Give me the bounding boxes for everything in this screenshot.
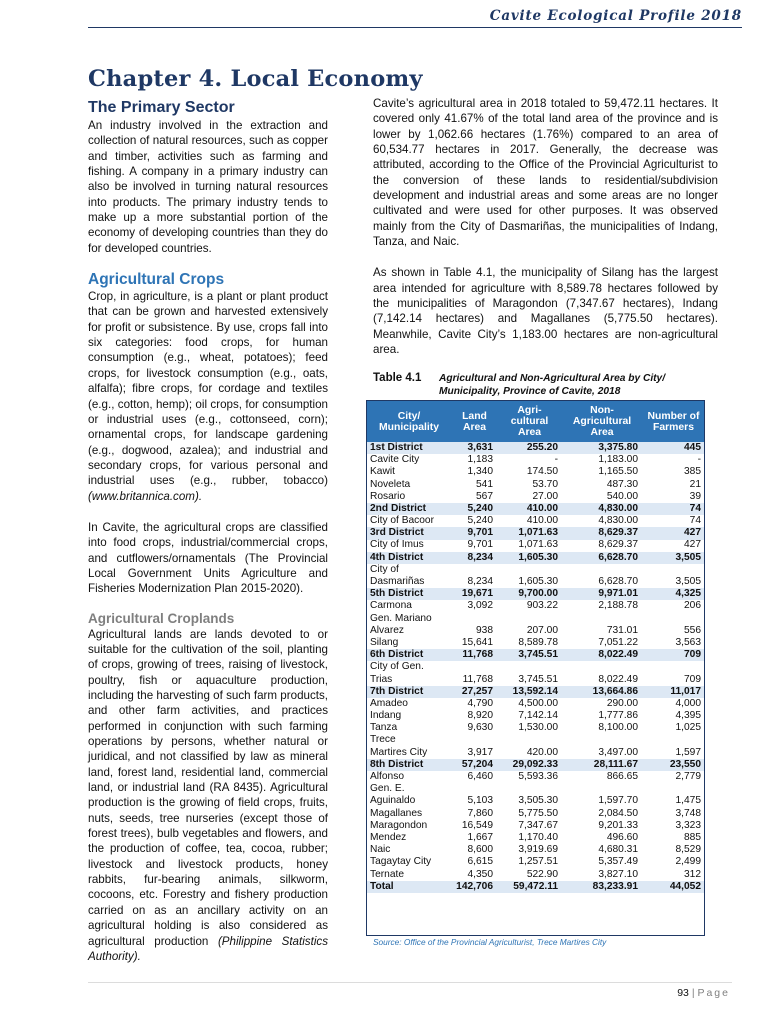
cell-nonagri-area: 8,022.49 (562, 649, 642, 661)
cell-agri-area: 1,071.63 (518, 539, 558, 551)
cell-municipality: 8th District (366, 759, 452, 771)
heading-agricultural-crops: Agricultural Crops (88, 271, 225, 289)
cell-nonagri-area: 6,628.70 (598, 576, 638, 588)
cell-farmers: 2,779 (675, 771, 701, 783)
col-header-nonagri-area: Non-Agricultural Area (562, 401, 642, 442)
cell-municipality: Gen. E. (370, 783, 405, 795)
cell-land-area: 9,701 (452, 527, 497, 539)
cell-agri-area: 1,605.30 (497, 552, 562, 564)
cell-municipality: City of Gen. (370, 661, 424, 673)
cell-empty (642, 613, 705, 625)
cell-municipality: 6th District (366, 649, 452, 661)
cell-nonagri-area: 1,165.50 (598, 466, 638, 478)
table-source: Source: Office of the Provincial Agriculturist, Trece Martires City (373, 937, 607, 947)
cell-agri-area: 5,593.36 (518, 771, 558, 783)
table-row (366, 637, 705, 649)
cell-land-area: 1,667 (467, 831, 493, 843)
cell-farmers: 427 (642, 527, 705, 539)
cell-land-area: 16,549 (461, 819, 493, 831)
table-row (366, 479, 705, 491)
table-row (366, 625, 705, 637)
table-row (366, 613, 705, 625)
cell-agri-area: 9,700.00 (497, 588, 562, 600)
cell-nonagri-area: 9,971.01 (562, 588, 642, 600)
cell-municipality: Ternate (370, 868, 404, 880)
cell-empty (452, 735, 497, 747)
cell-farmers: 44,052 (642, 881, 705, 893)
cell-farmers: 206 (684, 600, 701, 612)
col-header-land-area: Land Area (452, 401, 497, 442)
cell-nonagri-area: 731.01 (606, 624, 638, 636)
table-row (366, 722, 705, 734)
table-row (366, 454, 705, 466)
table-row (366, 674, 705, 686)
cell-nonagri-area: 540.00 (606, 490, 638, 502)
district-row (366, 552, 705, 564)
cell-farmers: 445 (642, 442, 705, 454)
cell-agri-area: 5,775.50 (518, 807, 558, 819)
cell-farmers: 11,017 (642, 686, 705, 698)
cell-nonagri-area: 3,827.10 (598, 868, 638, 880)
cell-agri-area: 7,347.67 (518, 819, 558, 831)
district-row (366, 759, 705, 771)
cell-land-area: 3,092 (467, 600, 493, 612)
cell-land-area: 15,641 (461, 636, 493, 648)
district-row (366, 442, 705, 454)
cell-agri-area: 3,919.69 (518, 844, 558, 856)
cell-land-area: 8,234 (467, 576, 493, 588)
cell-agri-area: 420.00 (526, 746, 558, 758)
cell-municipality: Magallanes (370, 807, 423, 819)
table-row (366, 820, 705, 832)
table-row (366, 600, 705, 612)
cell-agri-area: - (554, 454, 558, 466)
cell-agri-area: 1,071.63 (497, 527, 562, 539)
cell-farmers: 39 (689, 490, 701, 502)
table-row (366, 832, 705, 844)
cell-land-area: 5,103 (467, 795, 493, 807)
cell-agri-area: 207.00 (526, 624, 558, 636)
cell-municipality: City of (370, 563, 399, 575)
cell-land-area: 8,920 (467, 710, 493, 722)
col-header-agri-area: Agri-cultural Area (497, 401, 562, 442)
cell-nonagri-area: 8,022.49 (598, 673, 638, 685)
cell-agri-area: 59,472.11 (497, 881, 562, 893)
cell-farmers: 23,550 (642, 759, 705, 771)
table-row (366, 698, 705, 710)
table-row (366, 735, 705, 747)
paragraph-cavite-crops: In Cavite, the agricultural crops are classified into food crops, industrial/commercial crops, and cutflowers/ornamentals (The Provincial Local Government Units Agriculture and Fisheries Modernization Plan 2015-2020). (88, 520, 328, 596)
cell-farmers: 3,748 (675, 807, 701, 819)
district-row (366, 527, 705, 539)
cell-empty (562, 783, 642, 795)
table-row (366, 844, 705, 856)
cell-municipality: City of Imus (370, 539, 424, 551)
cell-municipality: 5th District (366, 588, 452, 600)
cell-agri-area: 3,505.30 (518, 795, 558, 807)
cell-nonagri-area: 4,830.00 (562, 503, 642, 515)
cell-empty (497, 735, 562, 747)
cell-farmers: 3,563 (675, 636, 701, 648)
cell-land-area: 11,768 (462, 673, 493, 685)
cell-agri-area: 7,142.14 (518, 710, 558, 722)
cell-land-area: 8,234 (452, 552, 497, 564)
page-separator: | (691, 987, 695, 999)
cell-land-area: 7,860 (467, 807, 493, 819)
cell-agri-area: 13,592.14 (497, 686, 562, 698)
cell-municipality: City of Bacoor (370, 515, 434, 527)
cell-land-area: 938 (476, 624, 493, 636)
cell-municipality: Aguinaldo (370, 795, 416, 807)
running-header: Cavite Ecological Profile 2018 (489, 8, 742, 24)
cell-nonagri-area: 3,497.00 (598, 746, 638, 758)
heading-agricultural-croplands: Agricultural Croplands (88, 610, 235, 626)
cell-land-area: 8,600 (467, 844, 493, 856)
cell-empty (642, 783, 705, 795)
cell-nonagri-area: 2,084.50 (598, 807, 638, 819)
cell-nonagri-area: 83,233.91 (562, 881, 642, 893)
cell-municipality: Naic (370, 844, 391, 856)
table-row (366, 515, 705, 527)
paragraph-primary-sector: An industry involved in the extraction and collection of natural resources, such as copper and timber, activities such as farming and fishing. A company in a primary industry can also be involved in turning natural resources into products. The primary industry tends to make up a more substantial portion of the economy of developing countries than they do for developed countries. (88, 119, 328, 255)
paragraph-agricultural-crops: Crop, in agriculture, is a plant or plant product that can be grown and harvested extensively for profit or subsistence. By use, crops fall into six categories: food crops, for human consumption (e.g., wheat, potatoes); feed crops, for livestock consumption (e.g., oats, alfalfa); fibre crops, for cordage and textiles (e.g., cotton, hemp); oil crops, for consumption or industrial uses (e.g., cottonseed, corn); ornamental crops, for landscape gardening (e.g., dogwood, azalea); and industrial and secondary crops, for various personal and industrial uses (e.g., rubber, tobacco) (www.britannica.com). (88, 290, 328, 503)
table-row (366, 771, 705, 783)
cell-nonagri-area: 5,357.49 (598, 856, 638, 868)
cell-farmers: 4,325 (642, 588, 705, 600)
table-row (366, 747, 705, 759)
cell-nonagri-area: 28,111.67 (562, 759, 642, 771)
chapter-title: Chapter 4. Local Economy (88, 66, 423, 92)
cell-agri-area: 27.00 (532, 490, 558, 502)
cell-land-area: 6,615 (467, 856, 493, 868)
cell-nonagri-area: 8,100.00 (598, 722, 638, 734)
cell-empty (562, 661, 642, 673)
cell-agri-area: 255.20 (497, 442, 562, 454)
cell-empty (642, 564, 705, 576)
cell-land-area: 11,768 (452, 649, 497, 661)
page-footer (677, 987, 730, 999)
cell-land-area: 57,204 (452, 759, 497, 771)
cell-farmers: 3,323 (675, 819, 701, 831)
cell-land-area: 19,671 (452, 588, 497, 600)
cell-agri-area: 410.00 (526, 515, 558, 527)
cell-municipality: Rosario (370, 490, 406, 502)
cell-farmers: 556 (684, 624, 701, 636)
cell-farmers: 427 (684, 539, 701, 551)
cell-municipality: Mendez (370, 831, 407, 843)
cell-municipality: Dasmariñas (370, 576, 425, 588)
cell-land-area: 1,340 (467, 466, 493, 478)
cell-empty (562, 735, 642, 747)
cell-agri-area: 1,257.51 (518, 856, 558, 868)
table-row (366, 564, 705, 576)
table-row (366, 795, 705, 807)
cell-nonagri-area: 1,777.86 (598, 710, 638, 722)
cell-farmers: 2,499 (675, 856, 701, 868)
cell-municipality: Cavite City (370, 454, 420, 466)
cell-land-area: 4,350 (467, 868, 493, 880)
footer-rule (88, 982, 732, 983)
cell-municipality: Tagaytay City (370, 856, 432, 868)
cell-municipality: 7th District (366, 686, 452, 698)
cell-agri-area: 410.00 (497, 503, 562, 515)
table-row (366, 491, 705, 503)
cell-municipality: Carmona (370, 600, 412, 612)
table-row (366, 869, 705, 881)
paragraph-silang: As shown in Table 4.1, the municipality of Silang has the largest area intended for agriculture with 8,589.78 hectares followed by the municipalities of Maragondon (7,347.67 hectares), Indang (7,142.14 hectares) and Magallanes (5,775.50 hectares). Meanwhile, Cavite City’s 1,183.00 hectares are non-agricultural area. (373, 266, 718, 357)
left-column (88, 98, 328, 964)
cell-farmers: 21 (689, 478, 701, 490)
cell-land-area: 3,917 (467, 746, 493, 758)
cell-land-area: 4,790 (467, 697, 493, 709)
cell-agri-area: 3,745.51 (518, 673, 558, 685)
cell-farmers: 8,529 (675, 844, 701, 856)
col-header-farmers: Number of Farmers (642, 401, 705, 442)
cell-nonagri-area: 6,628.70 (562, 552, 642, 564)
cell-farmers: 74 (642, 503, 705, 515)
col-header-municipality: City/ Municipality (366, 401, 452, 442)
cell-municipality: 1st District (366, 442, 452, 454)
cell-municipality: Maragondon (370, 819, 428, 831)
cell-farmers: 1,597 (675, 746, 701, 758)
cell-nonagri-area: 9,201.33 (598, 819, 638, 831)
cell-farmers: 3,505 (675, 576, 701, 588)
table-row (366, 710, 705, 722)
cell-nonagri-area: 3,375.80 (562, 442, 642, 454)
cell-empty (562, 613, 642, 625)
cell-empty (452, 783, 497, 795)
table-row (366, 783, 705, 795)
cell-land-area: 9,701 (467, 539, 493, 551)
cell-land-area: 3,631 (452, 442, 497, 454)
table-row (366, 540, 705, 552)
paragraph-agricultural-croplands: Agricultural lands are lands devoted to or suitable for the cultivation of the soil, planting of crops, growing of trees, raising of livestock, poultry, fish or aquaculture production, including the harvesting of such farm products, and other farm activities, and practices performed in conjunction with such farming operations by persons, whether natural or juridical, and not classified by law as mineral land, forest land, residential land, commercial land, or industrial land (RA 8435). Agricultural production is the growing of field crops, fruits, nuts, seeds, tree nurseries (except those of forest trees), bulb vegetables and flowers, and the production of coffee, tea, cocoa, rubber; livestock and livestock products, honey rabbits, fur-bearing animals, silkworm, cocoons, etc. Forestry and fishery production carried on as an ancillary activity on an agricultural holding is also considered as agricultural production (Philippine Statistics Authority). (88, 627, 328, 963)
cell-municipality: Amadeo (370, 697, 408, 709)
cell-empty (497, 661, 562, 673)
cell-nonagri-area: 866.65 (606, 771, 638, 783)
table-row (366, 576, 705, 588)
header-rule (88, 27, 742, 28)
page-number: 93 (677, 987, 689, 999)
table-number: Table 4.1 (373, 372, 422, 384)
cell-farmers: 4,395 (675, 710, 701, 722)
cell-farmers: 4,000 (675, 697, 701, 709)
heading-primary-sector: The Primary Sector (88, 99, 235, 116)
cell-land-area: 142,706 (452, 881, 497, 893)
cell-nonagri-area: 496.60 (606, 831, 638, 843)
cell-nonagri-area: 7,051.22 (598, 636, 638, 648)
cell-empty (562, 564, 642, 576)
cell-agri-area: 522.90 (526, 868, 558, 880)
cell-nonagri-area: 4,830.00 (598, 515, 638, 527)
table-header-row (366, 401, 705, 442)
cell-municipality: Gen. Mariano (370, 612, 432, 624)
right-column (373, 96, 718, 358)
cell-empty (497, 613, 562, 625)
cell-municipality: Alvarez (370, 624, 404, 636)
cell-nonagri-area: 1,597.70 (598, 795, 638, 807)
cell-land-area: 5,240 (452, 503, 497, 515)
cell-farmers: - (697, 454, 701, 466)
cell-municipality: Kawit (370, 466, 395, 478)
cell-municipality: Trece (370, 734, 396, 746)
cell-land-area: 541 (476, 478, 493, 490)
table-row (366, 856, 705, 868)
cell-nonagri-area: 13,664.86 (562, 686, 642, 698)
citation-psa: (Philippine Statistics Authority). (88, 934, 328, 963)
district-row (366, 503, 705, 515)
table-description: Agricultural and Non-Agricultural Area by City/ Municipality, Province of Cavite, 2018 (439, 373, 666, 397)
cell-agri-area: 4,500.00 (518, 697, 558, 709)
cell-nonagri-area: 1,183.00 (598, 454, 638, 466)
cell-farmers: 3,505 (642, 552, 705, 564)
cell-nonagri-area: 290.00 (606, 697, 638, 709)
cell-farmers: 709 (642, 649, 705, 661)
cell-farmers: 885 (684, 831, 701, 843)
cell-empty (497, 564, 562, 576)
cell-agri-area: 1,605.30 (518, 576, 558, 588)
cell-agri-area: 8,589.78 (518, 636, 558, 648)
table-body (366, 442, 705, 893)
cell-nonagri-area: 8,629.37 (598, 539, 638, 551)
agri-area-table (366, 401, 705, 893)
cell-empty (452, 613, 497, 625)
table-row (366, 661, 705, 673)
cell-nonagri-area: 2,188.78 (598, 600, 638, 612)
cell-farmers: 1,025 (675, 722, 701, 734)
cell-agri-area: 1,530.00 (518, 722, 558, 734)
cell-agri-area: 174.50 (526, 466, 558, 478)
cell-nonagri-area: 487.30 (606, 478, 638, 490)
cell-farmers: 312 (684, 868, 701, 880)
cell-empty (642, 735, 705, 747)
cell-land-area: 6,460 (467, 771, 493, 783)
cell-land-area: 27,257 (452, 686, 497, 698)
cell-municipality: Tanza (370, 722, 398, 734)
paragraph-agri-area: Cavite’s agricultural area in 2018 totaled to 59,472.11 hectares. It covered only 41.67% of the total land area of the province and is lower by 1,062.66 hectares (1.76%) compared to an area of 60,534.77 hectares in 2017. Generally, the decrease was attributed, according to the Office of the Provincial Agriculturist to the conversion of these lands to residential/subdivision development and industrial areas and some areas are no longer cultivated and were used for other purposes. It was observed mainly from the City of Dasmariñas, the municipalities of Indang, Tanza, and Naic. (373, 97, 718, 249)
cell-land-area: 9,630 (467, 722, 493, 734)
cell-municipality: 4th District (366, 552, 452, 564)
cell-land-area: 5,240 (467, 515, 493, 527)
cell-farmers: 74 (689, 515, 701, 527)
cell-empty (452, 564, 497, 576)
cell-municipality: Total (366, 881, 452, 893)
district-row (366, 588, 705, 600)
cell-farmers: 1,475 (675, 795, 701, 807)
cell-land-area: 1,183 (467, 454, 493, 466)
cell-farmers: 709 (684, 673, 701, 685)
cell-empty (452, 661, 497, 673)
district-row (366, 686, 705, 698)
cell-land-area: 567 (476, 490, 493, 502)
citation-britannica: (www.britannica.com). (88, 489, 203, 503)
table-row (366, 808, 705, 820)
cell-agri-area: 53.70 (532, 478, 558, 490)
district-row (366, 649, 705, 661)
cell-empty (497, 783, 562, 795)
cell-municipality: 2nd District (366, 503, 452, 515)
cell-agri-area: 903.22 (526, 600, 558, 612)
table-row (366, 466, 705, 478)
cell-municipality: Noveleta (370, 478, 411, 490)
cell-empty (642, 661, 705, 673)
cell-farmers: 385 (684, 466, 701, 478)
cell-municipality: Indang (370, 710, 402, 722)
cell-municipality: Martires City (370, 746, 428, 758)
cell-nonagri-area: 8,629.37 (562, 527, 642, 539)
page-label: Page (697, 987, 730, 999)
cell-municipality: Trias (370, 673, 393, 685)
cell-municipality: 3rd District (366, 527, 452, 539)
cell-municipality: Alfonso (370, 771, 404, 783)
total-row (366, 881, 705, 893)
cell-nonagri-area: 4,680.31 (598, 844, 638, 856)
cell-agri-area: 29,092.33 (497, 759, 562, 771)
cell-agri-area: 3,745.51 (497, 649, 562, 661)
cell-municipality: Silang (370, 636, 399, 648)
cell-agri-area: 1,170.40 (518, 831, 558, 843)
